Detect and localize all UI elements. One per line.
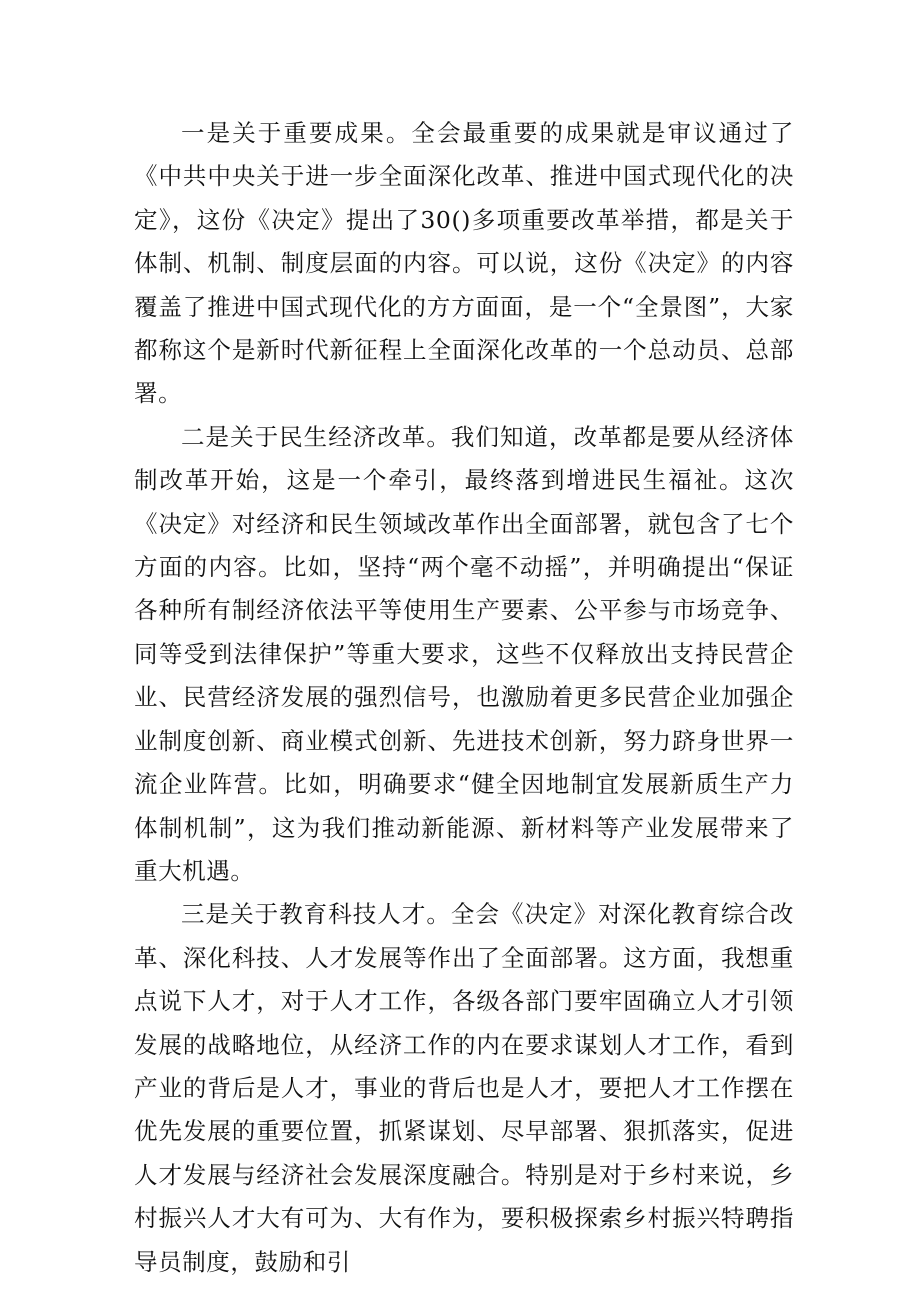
- document-body: [134, 112, 794, 1284]
- paragraph-important-results: 一是关于重要成果。全会最重要的成果就是审议通过了《中共中央关于进一步全面深化改革、推进中国式现代化的决定》，这份《决定》提出了30()多项重要改革举措，都是关于体制、机制、制度层面的内容。可以说，这份《决定》的内容覆盖了推进中国式现代化的方方面面，是一个“全景图”，大家都称这个是新时代新征程上全面深化改革的一个总动员、总部署。: [134, 119, 794, 408]
- paragraph-livelihood-economic-reform: 二是关于民生经济改革。我们知道，改革都是要从经济体制改革开始，这是一个牵引，最终落到增进民生福祉。这次《决定》对经济和民生领域改革作出全面部署，就包含了七个方面的内容。比如，坚持“两个毫不动摇”，并明确提出“保证各种所有制经济依法平等使用生产要素、公平参与市场竞争、同等受到法律保护”等重大要求，这些不仅释放出支持民营企业、民营经济发展的强烈信号，也激励着更多民营企业加强企业制度创新、商业模式创新、先进技术创新，努力跻身世界一流企业阵营。比如，明确要求“健全因地制宜发展新质生产力体制机制”，这为我们推动新能源、新材料等产业发展带来了重大机遇。: [134, 422, 794, 885]
- paragraph-education-science-talent: 三是关于教育科技人才。全会《决定》对深化教育综合改革、深化科技、人才发展等作出了全面部署。这方面，我想重点说下人才，对于人才工作，各级各部门要牢固确立人才引领发展的战略地位，从经济工作的内在要求谋划人才工作，看到产业的背后是人才，事业的背后也是人才，要把人才工作摆在优先发展的重要位置，抓紧谋划、尽早部署、狠抓落实，促进人才发展与经济社会发展深度融合。特别是对于乡村来说，乡村振兴人才大有可为、大有作为，要积极探索乡村振兴特聘指导员制度，鼓励和引: [134, 900, 794, 1276]
